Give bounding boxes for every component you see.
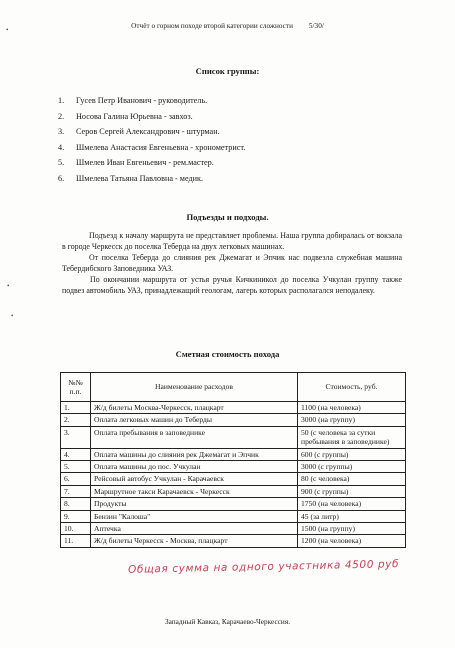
roads-title: Подъезды и подходы. (186, 212, 269, 222)
row-cost: 3000 (с группы) (298, 461, 406, 473)
row-cost: 80 (с человека) (298, 473, 406, 485)
row-cost: 600 (с группы) (298, 448, 406, 460)
table-row (61, 523, 406, 535)
row-cost: 900 (с группы) (298, 485, 406, 497)
table-row (61, 402, 406, 414)
scan-mark: • (11, 312, 14, 320)
row-number: 4. (61, 448, 91, 460)
row-expense: Ж/д билеты Черкесск - Москва, плацкарт (91, 535, 298, 547)
list-item (58, 140, 245, 156)
row-cost: 50 (с человека за сутки пребывания в заповеднике) (298, 426, 406, 448)
member-text: Гусев Петр Иванович - руководитель. (76, 96, 208, 105)
row-expense: Маршрутное такси Карачаевск - Черкесск (91, 485, 298, 497)
row-number: 8. (61, 498, 91, 510)
table-row (61, 485, 406, 497)
paragraph-uaz-out: По окончании маршрута от устья ручья Кичкиникол до поселка Учкулан группу также подвез автомобиль УАЗ, принадлежащий геологам, лагерь которых располагался неподалеку. (62, 275, 402, 295)
table-row (61, 473, 406, 485)
row-number: 3. (61, 426, 91, 448)
row-cost: 1500 (на группу) (298, 523, 406, 535)
table-row (61, 426, 406, 448)
list-item (58, 124, 245, 140)
row-number: 5. (61, 461, 91, 473)
row-expense: Оплата пребывания в заповеднике (91, 426, 298, 448)
paragraph-uaz-in: От поселка Теберда до слияния рек Джемагат и Эпчик нас подвезла служебная машина Тебердибского Заповедника УАЗ. (62, 253, 402, 273)
row-cost: 3000 (на группу) (298, 414, 406, 426)
members-list (58, 93, 245, 187)
row-cost: 45 (за литр) (298, 510, 406, 522)
cost-title: Сметная стоимость похода (175, 349, 280, 359)
table-row (61, 414, 406, 426)
member-text: Шмелева Татьяна Павловна - медик. (76, 173, 204, 183)
row-expense: Рейсовый автобус Учкулан - Карачаевск (91, 473, 298, 485)
row-expense: Ж/д билеты Москва-Черкесск, плацкарт (91, 402, 298, 414)
header-number: №№ п.п. (61, 373, 91, 402)
page-number: 5/30/ (308, 22, 324, 30)
member-text: Носова Галина Юрьевна - завхоз. (76, 111, 193, 121)
table-row (61, 461, 406, 473)
row-expense: Аптечка (91, 523, 298, 535)
group-list-title: Список группы: (195, 66, 260, 76)
paragraph-approach: Подъезд к началу маршрута не представляет проблемы. Наша группа добиралась от вокзала в городе Черкесск до поселка Теберда на двух легковых машинах. (62, 231, 402, 251)
table-header-row (61, 373, 406, 402)
list-number: 4. (58, 142, 65, 152)
row-cost: 1200 (на человека) (298, 535, 406, 547)
table-row (61, 535, 406, 547)
list-item (58, 93, 245, 109)
list-item (58, 171, 245, 187)
row-number: 2. (61, 414, 91, 426)
handwritten-total-note: Общая сумма на одного участника 4500 руб (127, 558, 400, 576)
row-number: 1. (61, 402, 91, 414)
list-item (58, 155, 245, 171)
member-text: Шмелева Анастасия Евгеньевна - хронометрист. (76, 142, 246, 152)
row-number: 6. (61, 473, 91, 485)
list-number: 5. (58, 158, 65, 168)
row-number: 7. (61, 485, 91, 497)
row-expense: Оплата машины до пос. Учкулан (91, 461, 298, 473)
header-title: Отчёт о горном походе второй категории сложности (131, 22, 293, 30)
page-header (0, 22, 455, 30)
table-row (61, 448, 406, 460)
table-row (61, 510, 406, 522)
list-number: 6. (58, 173, 65, 183)
list-number: 1. (58, 96, 65, 105)
row-number: 11. (61, 535, 91, 547)
member-text: Серов Сергей Александрович - штурман. (76, 127, 220, 137)
row-expense: Продукты (91, 498, 298, 510)
row-expense: Бензин "Калоша" (91, 510, 298, 522)
page-footer: Западный Кавказ, Карачаево-Черкессия. (164, 617, 291, 626)
header-cost: Стоимость, руб. (298, 373, 406, 402)
row-cost: 1100 (на человека) (298, 402, 406, 414)
row-cost: 1750 (на человека) (298, 498, 406, 510)
scan-mark: • (7, 282, 10, 290)
row-expense: Оплата машины до слияния рек Джемагат и Эпчик (91, 448, 298, 460)
list-number: 2. (58, 111, 65, 121)
row-number: 9. (61, 510, 91, 522)
scan-mark: • (6, 26, 9, 34)
header-expense: Наименование расходов (91, 373, 298, 402)
list-item (58, 109, 245, 125)
row-expense: Оплата легковых машин до Теберды (91, 414, 298, 426)
cost-table (60, 372, 406, 548)
list-number: 3. (58, 127, 65, 137)
table-row (61, 498, 406, 510)
row-number: 10. (61, 523, 91, 535)
member-text: Шмелев Иван Евгеньевич - рем.мастер. (76, 158, 214, 168)
